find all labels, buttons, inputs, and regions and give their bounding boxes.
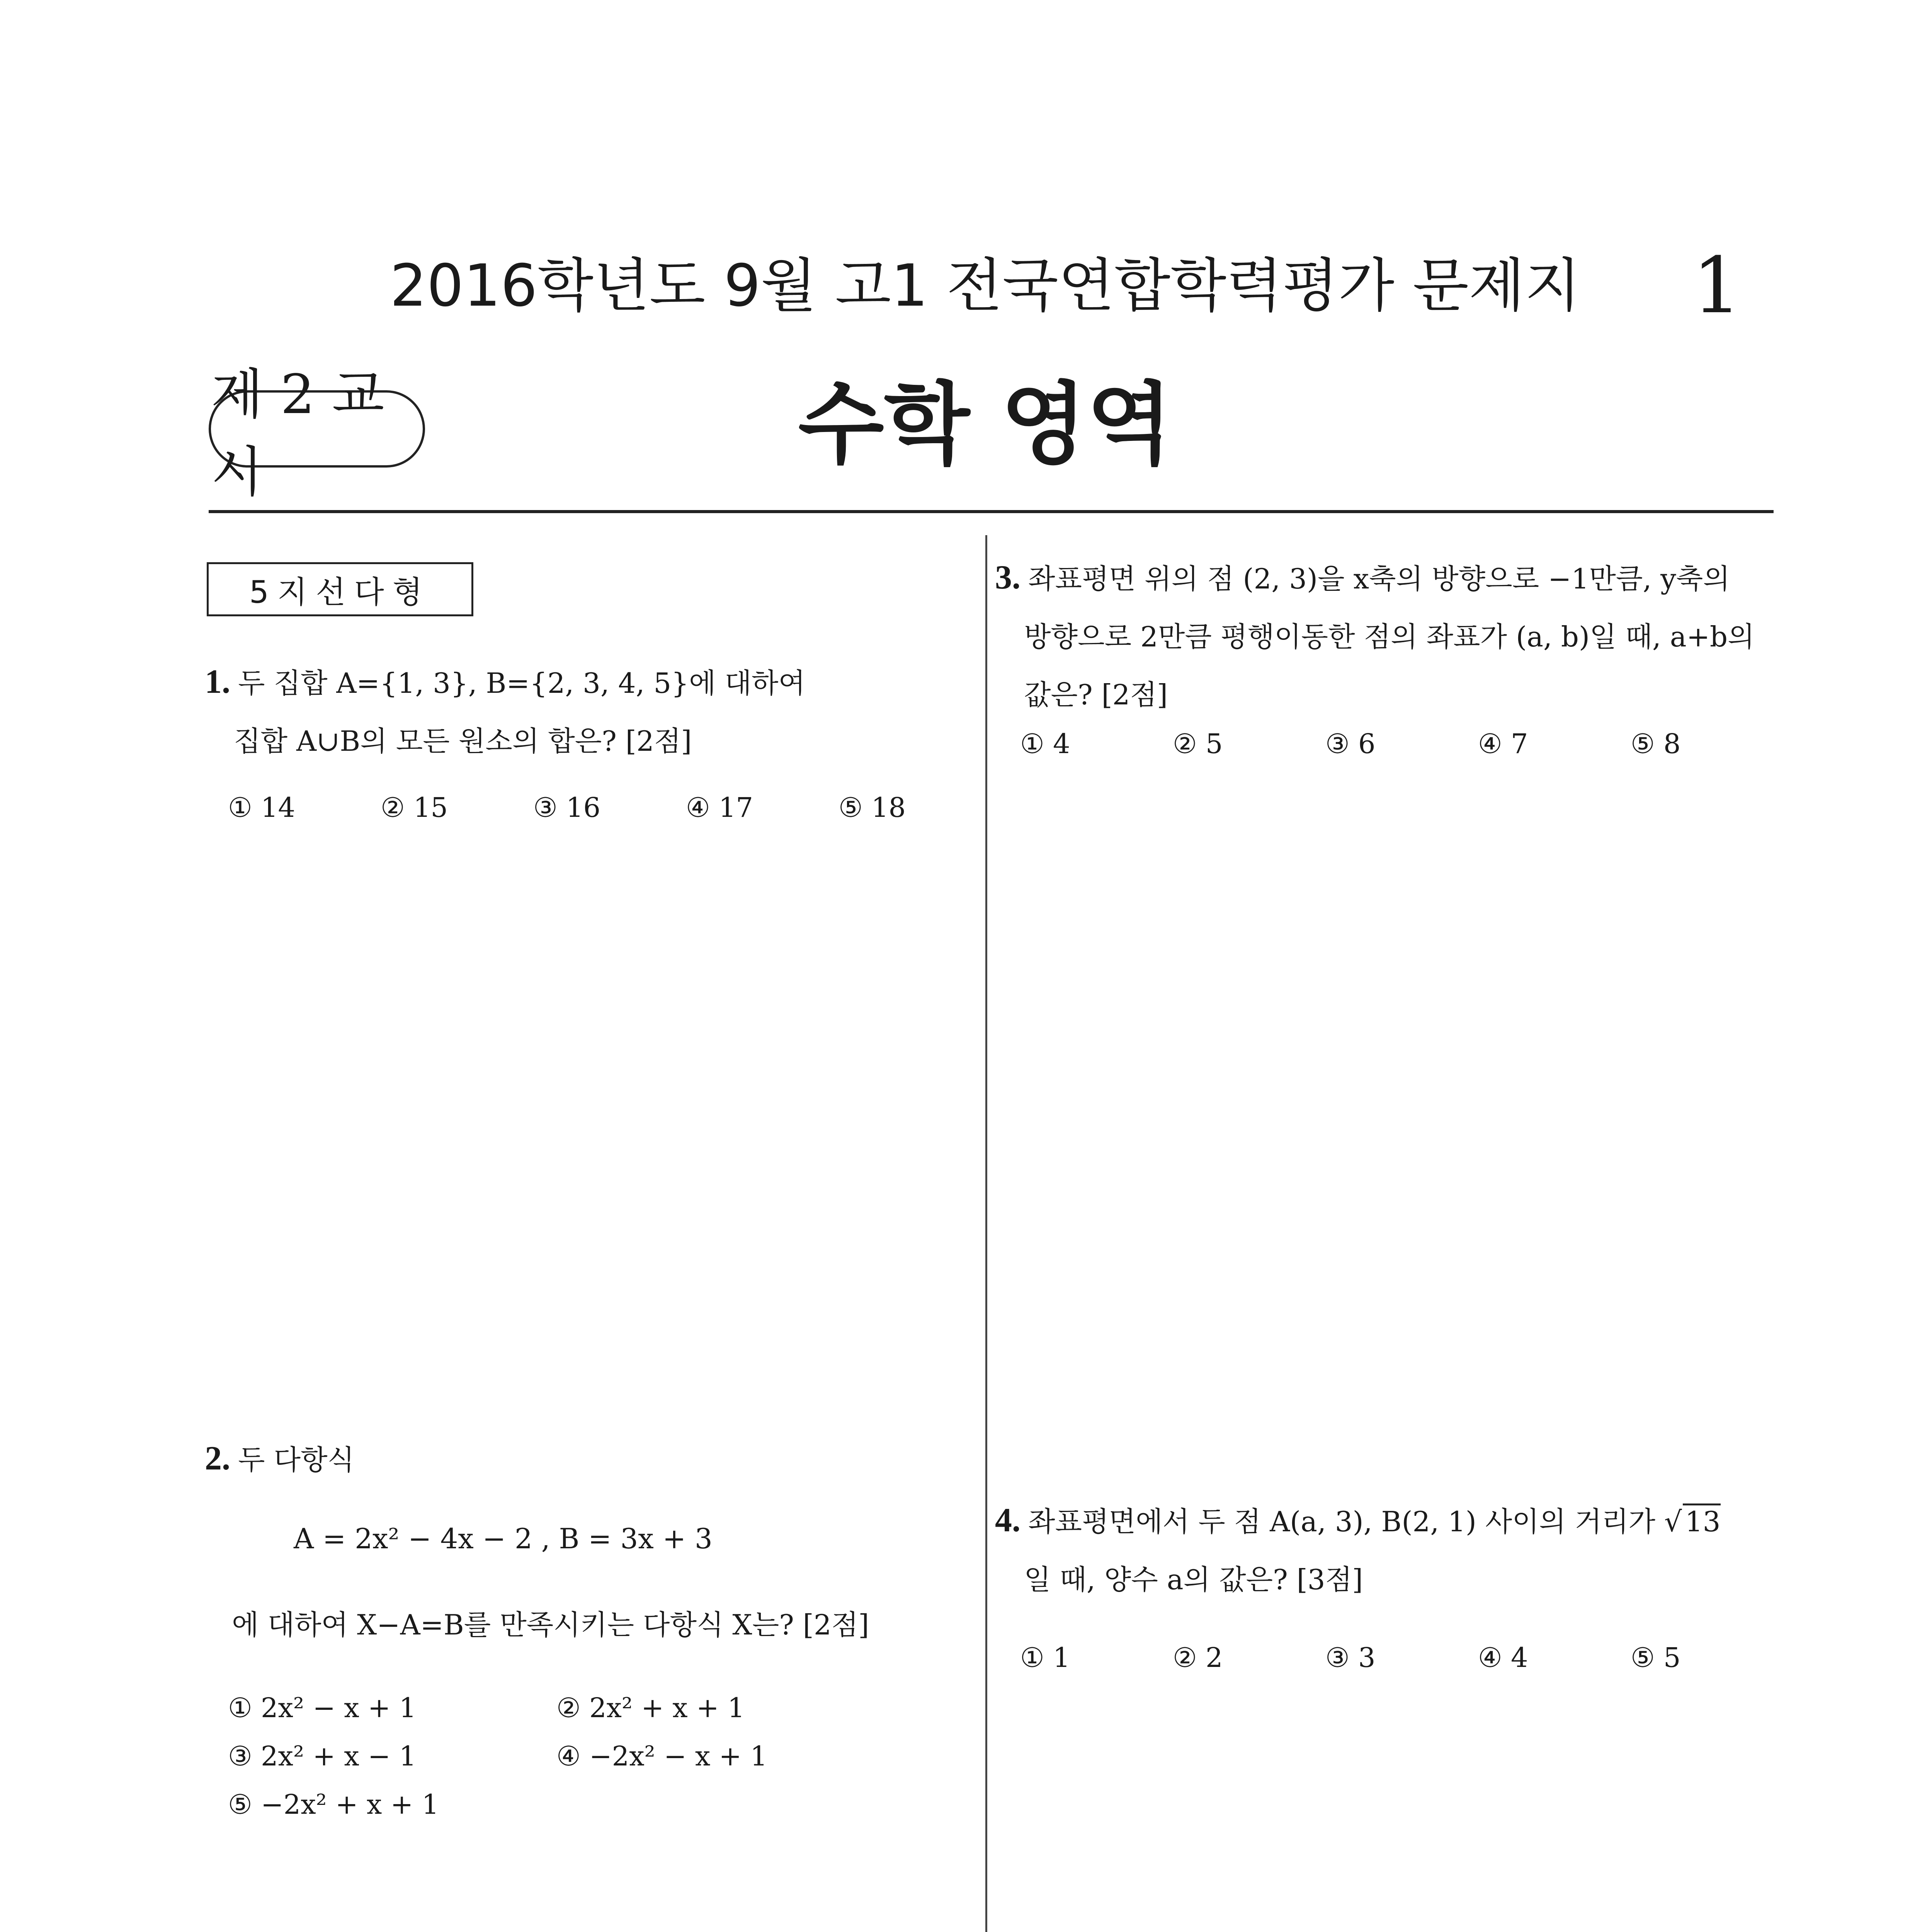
choice-3[interactable]: ③ 2x² + x − 1: [228, 1740, 417, 1772]
choices-q3: [1020, 721, 1754, 767]
choice-4[interactable]: ④ 4: [1478, 1642, 1528, 1673]
question-number: 1.: [205, 663, 230, 701]
subject-title: 수학 영역: [798, 373, 1173, 476]
choices-q2: [228, 1685, 962, 1832]
exam-title: 2016학년도 9월 고1 전국연합학력평가 문제지: [390, 252, 1581, 320]
question-2-condition: [232, 1596, 966, 1654]
choices-q4: [1020, 1634, 1754, 1681]
question-text-line: 좌표평면 위의 점 (2, 3)을 x축의 방향으로 −1만큼, y축의: [1028, 563, 1730, 595]
choice-3[interactable]: ③ 3: [1325, 1642, 1376, 1673]
section-label: 5지선다형: [207, 562, 473, 616]
choice-4[interactable]: ④ −2x² − x + 1: [556, 1740, 768, 1772]
radicand: 13: [1683, 1503, 1721, 1538]
choice-2[interactable]: ② 2: [1173, 1642, 1223, 1673]
question-text-line: 일 때, 양수 a의 값은? [3점]: [1024, 1563, 1363, 1596]
choice-1[interactable]: ① 4: [1020, 728, 1070, 760]
question-text-line: 집합 A∪B의 모든 원소의 합은? [2점]: [234, 725, 692, 757]
choice-4[interactable]: ④ 17: [686, 792, 753, 823]
page-number: 1: [1692, 241, 1742, 331]
header-divider: [209, 510, 1774, 513]
choice-1[interactable]: ① 14: [228, 792, 296, 823]
question-number: 3.: [995, 559, 1020, 596]
choice-2[interactable]: ② 5: [1173, 728, 1223, 760]
period-badge: 제 2 교시: [209, 390, 425, 468]
choice-4[interactable]: ④ 7: [1478, 728, 1528, 760]
choice-2[interactable]: ② 2x² + x + 1: [556, 1692, 745, 1724]
choice-5[interactable]: ⑤ 8: [1631, 728, 1681, 760]
question-text-line: 두 다항식: [238, 1444, 355, 1476]
question-text-line: 좌표평면에서 두 점 A(a, 3), B(2, 1) 사이의 거리가: [1028, 1505, 1656, 1538]
question-text-line: 값은? [2점]: [1024, 679, 1168, 711]
polynomial-definitions: A = 2x² − 4x − 2 , B = 3x + 3: [294, 1522, 713, 1555]
question-number: 4.: [995, 1502, 1020, 1539]
question-3: [995, 549, 1768, 724]
question-1: [205, 653, 958, 770]
question-4: [995, 1492, 1768, 1609]
choice-5[interactable]: ⑤ −2x² + x + 1: [228, 1789, 439, 1820]
choice-1[interactable]: ① 2x² − x + 1: [228, 1692, 417, 1724]
column-divider: [985, 535, 987, 1932]
choice-5[interactable]: ⑤ 5: [1631, 1642, 1681, 1673]
choice-3[interactable]: ③ 16: [533, 792, 601, 823]
question-text-line: 두 집합 A={1, 3}, B={2, 3, 4, 5}에 대하여: [238, 667, 806, 699]
choice-3[interactable]: ③ 6: [1325, 728, 1376, 760]
question-text-line: 에 대하여 X−A=B를 만족시키는 다항식 X는? [2점]: [232, 1609, 869, 1641]
choice-1[interactable]: ① 1: [1020, 1642, 1070, 1673]
question-2: [205, 1430, 958, 1489]
question-text-line: 방향으로 2만큼 평행이동한 점의 좌표가 (a, b)일 때, a+b의: [1024, 621, 1755, 653]
square-root: √ 13: [1664, 1493, 1721, 1551]
choice-5[interactable]: ⑤ 18: [838, 792, 906, 823]
choices-q1: [228, 784, 962, 831]
choice-2[interactable]: ② 15: [381, 792, 448, 823]
question-number: 2.: [205, 1440, 230, 1477]
